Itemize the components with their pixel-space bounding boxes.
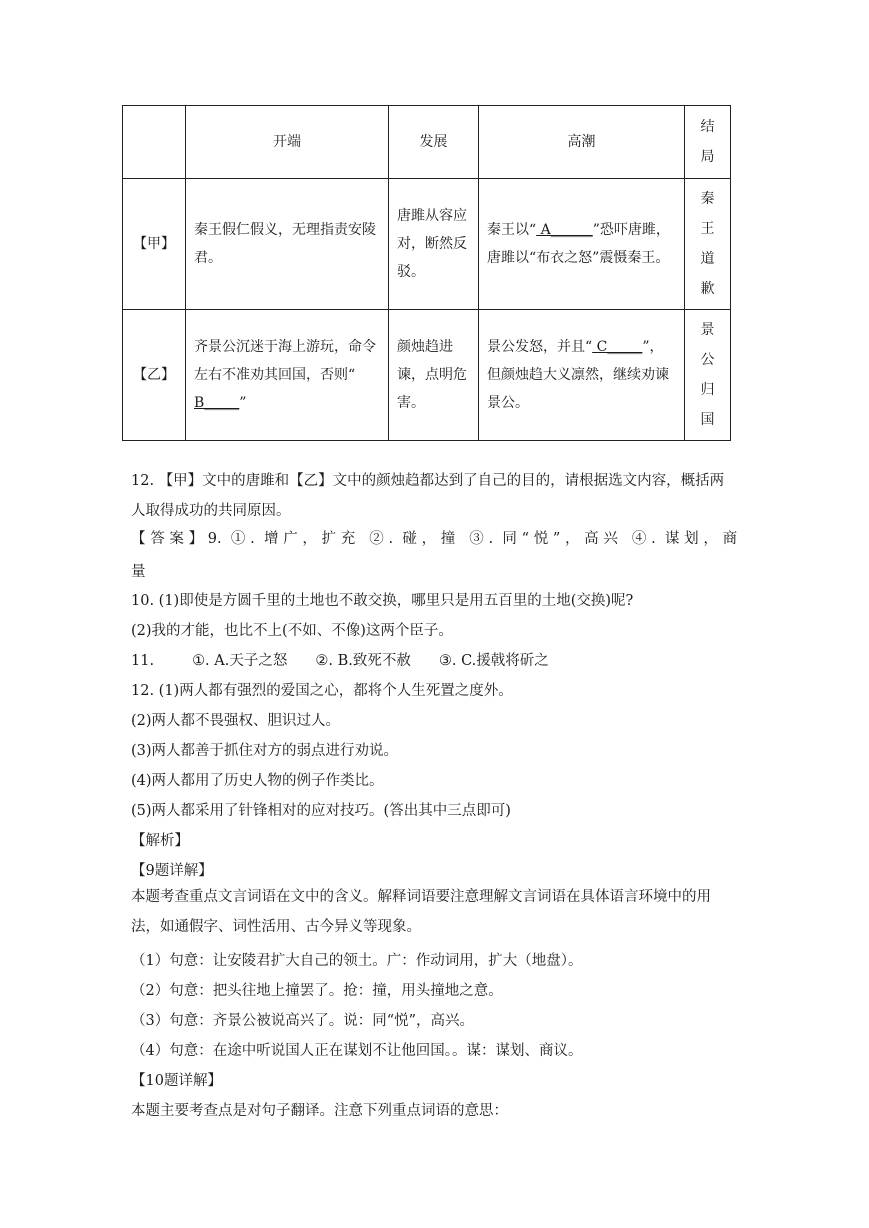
- answer-9-3: ③. 同“悦”，高兴: [469, 531, 623, 547]
- ending-char: 公: [700, 352, 715, 368]
- answer-11-1: ①. A.天子之怒: [192, 653, 288, 669]
- header-ending-char: 结: [700, 119, 715, 135]
- answer-12-3: (3)两人都善于抓住对方的弱点进行劝说。: [131, 743, 399, 759]
- row-label-jia: 【甲】: [123, 179, 186, 310]
- answer-9-1: ①. 增广，扩充: [230, 531, 360, 547]
- answer-11-prefix: 11.: [131, 653, 155, 669]
- plot-structure-table: [122, 105, 731, 441]
- answer-12-5: (5)两人都采用了针锋相对的应对技巧。(答出其中三点即可): [131, 803, 511, 819]
- answer-10-1: 10. (1)即使是方圆千里的土地也不敢交换，哪里只是用五百里的土地(交换)呢?: [131, 593, 634, 609]
- answer-12-2: (2)两人都不畏强权、胆识过人。: [131, 713, 341, 729]
- q9-item-3: （3）句意：齐景公被说高兴了。说：同“悦”，高兴。: [131, 1013, 475, 1029]
- climax-text: ”，但颜烛趋大义凛然，继续劝谏景公。: [487, 339, 669, 411]
- answer-9-4-continued: 量: [131, 564, 146, 580]
- answer-11-2: ②. B.致死不赦: [315, 653, 411, 669]
- analysis-heading: 【解析】: [131, 833, 189, 849]
- header-beginning: 开端: [186, 106, 389, 179]
- answer-9-2: ②. 碰，撞: [369, 531, 460, 547]
- q9-item-4: （4）句意：在途中听说国人正在谋划不让他回国。。谋：谋划、商议。: [131, 1043, 583, 1059]
- q9-intro: 本题考查重点文言词语在文中的含义。解释词语要注意理解文言词语在具体语言环境中的用法，如通假字、词性活用、古今异义等现象。: [131, 889, 711, 935]
- beginning-cell: 秦王假仁假义，无理指责安陵君。: [186, 179, 389, 310]
- ending-cell: [685, 179, 731, 310]
- climax-cell: [479, 179, 685, 310]
- beginning-cell: [186, 310, 389, 441]
- ending-char: 王: [700, 221, 715, 237]
- answer-9-line: [131, 529, 737, 549]
- q10-detail-heading: 【10题详解】: [131, 1073, 222, 1089]
- answer-11-3: ③. C.援戟将斫之: [438, 653, 549, 669]
- climax-text: ”恐吓唐雎，唐雎以“布衣之怒”震慑秦王。: [487, 222, 670, 266]
- ending-char: 景: [700, 322, 715, 338]
- ending-char: 道: [700, 251, 715, 267]
- ending-cell: [685, 310, 731, 441]
- row-label-yi: 【乙】: [123, 310, 186, 441]
- beginning-text: ”: [239, 395, 247, 411]
- answer-9-4: ④. 谋划，商: [631, 531, 738, 547]
- climax-cell: [479, 310, 685, 441]
- q9-detail-heading: 【9题详解】: [131, 863, 213, 879]
- blank-a: A______: [536, 222, 593, 238]
- answer-prefix: 【答案】9.: [131, 531, 222, 547]
- development-cell: 颜烛趋进谏，点明危害。: [389, 310, 479, 441]
- answer-11-line: [131, 649, 549, 670]
- answer-10-2: (2)我的才能，也比不上(不如、不像)这两个臣子。: [131, 623, 453, 639]
- q9-item-2: （2）句意：把头往地上撞罢了。抢：撞，用头撞地之意。: [131, 983, 503, 999]
- answer-12-4: (4)两人都用了历史人物的例子作类比。: [131, 773, 384, 789]
- question-12: 12. 【甲】文中的唐雎和【乙】文中的颜烛趋都达到了自己的目的，请根据选文内容，概括两人取得成功的共同原因。: [131, 473, 725, 519]
- ending-char: 歉: [700, 281, 715, 297]
- q10-intro: 本题主要考查点是对句子翻译。注意下列重点词语的意思：: [131, 1103, 508, 1119]
- ending-char: 归: [700, 382, 715, 398]
- climax-text: 秦王以“: [487, 222, 537, 238]
- q9-item-1: （1）句意：让安陵君扩大自己的领土。广：作动词用，扩大（地盘）。: [131, 953, 583, 969]
- climax-text: 景公发怒，并且“: [487, 339, 593, 355]
- development-cell: 唐雎从容应对，断然反驳。: [389, 179, 479, 310]
- blank-b: B_____: [194, 395, 240, 411]
- answer-12-1: 12. (1)两人都有强烈的爱国之心，都将个人生死置之度外。: [131, 683, 513, 699]
- ending-char: 秦: [700, 191, 715, 207]
- header-ending-char: 局: [700, 149, 715, 165]
- header-climax: 高潮: [479, 106, 685, 179]
- beginning-text: 齐景公沉迷于海上游玩，命令左右不准劝其回国，否则“: [194, 339, 376, 383]
- blank-c: C_____: [592, 339, 643, 355]
- ending-char: 国: [700, 412, 715, 428]
- table-row: [123, 310, 731, 441]
- table-header-row: [123, 106, 731, 179]
- header-ending: [685, 106, 731, 179]
- table-row: [123, 179, 731, 310]
- header-development: 发展: [389, 106, 479, 179]
- header-empty-cell: [123, 106, 186, 179]
